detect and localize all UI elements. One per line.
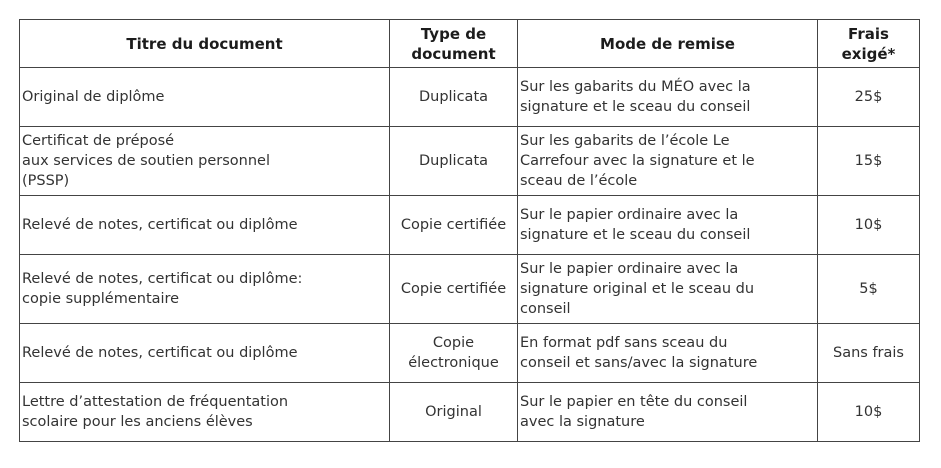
delivery-mode-cell: Sur les gabarits du MÉO avec la signature et le sceau du conseil <box>518 68 818 127</box>
fees-table <box>19 19 920 442</box>
document-title-cell: Original de diplôme <box>20 68 390 127</box>
header-type: Type de document <box>390 20 518 68</box>
fee-cell: 10$ <box>818 196 920 255</box>
document-title-cell: Relevé de notes, certificat ou diplôme <box>20 324 390 383</box>
document-type-cell: Copie électronique <box>390 324 518 383</box>
delivery-mode-cell: Sur le papier ordinaire avec la signature et le sceau du conseil <box>518 196 818 255</box>
delivery-mode-cell: En format pdf sans sceau du conseil et sans/avec la signature <box>518 324 818 383</box>
document-type-cell: Duplicata <box>390 68 518 127</box>
header-title: Titre du document <box>20 20 390 68</box>
header-mode: Mode de remise <box>518 20 818 68</box>
document-type-cell: Duplicata <box>390 127 518 196</box>
table-row <box>20 196 920 255</box>
delivery-mode-cell: Sur le papier en tête du conseil avec la signature <box>518 383 818 442</box>
document-title-cell: Certificat de préposé aux services de soutien personnel (PSSP) <box>20 127 390 196</box>
header-fee: Frais exigé* <box>818 20 920 68</box>
document-title-cell: Relevé de notes, certificat ou diplôme <box>20 196 390 255</box>
fee-cell: 10$ <box>818 383 920 442</box>
table-row <box>20 324 920 383</box>
delivery-mode-cell: Sur les gabarits de l’école Le Carrefour avec la signature et le sceau de l’école <box>518 127 818 196</box>
table-row <box>20 383 920 442</box>
header-row <box>20 20 920 68</box>
document-title-cell: Relevé de notes, certificat ou diplôme: copie supplémentaire <box>20 255 390 324</box>
table-row <box>20 127 920 196</box>
document-type-cell: Original <box>390 383 518 442</box>
fee-cell: 5$ <box>818 255 920 324</box>
table-row <box>20 255 920 324</box>
fee-cell: 25$ <box>818 68 920 127</box>
document-type-cell: Copie certifiée <box>390 255 518 324</box>
document-type-cell: Copie certifiée <box>390 196 518 255</box>
delivery-mode-cell: Sur le papier ordinaire avec la signature original et le sceau du conseil <box>518 255 818 324</box>
document-title-cell: Lettre d’attestation de fréquentation scolaire pour les anciens élèves <box>20 383 390 442</box>
fee-cell: 15$ <box>818 127 920 196</box>
fee-cell: Sans frais <box>818 324 920 383</box>
table-row <box>20 68 920 127</box>
